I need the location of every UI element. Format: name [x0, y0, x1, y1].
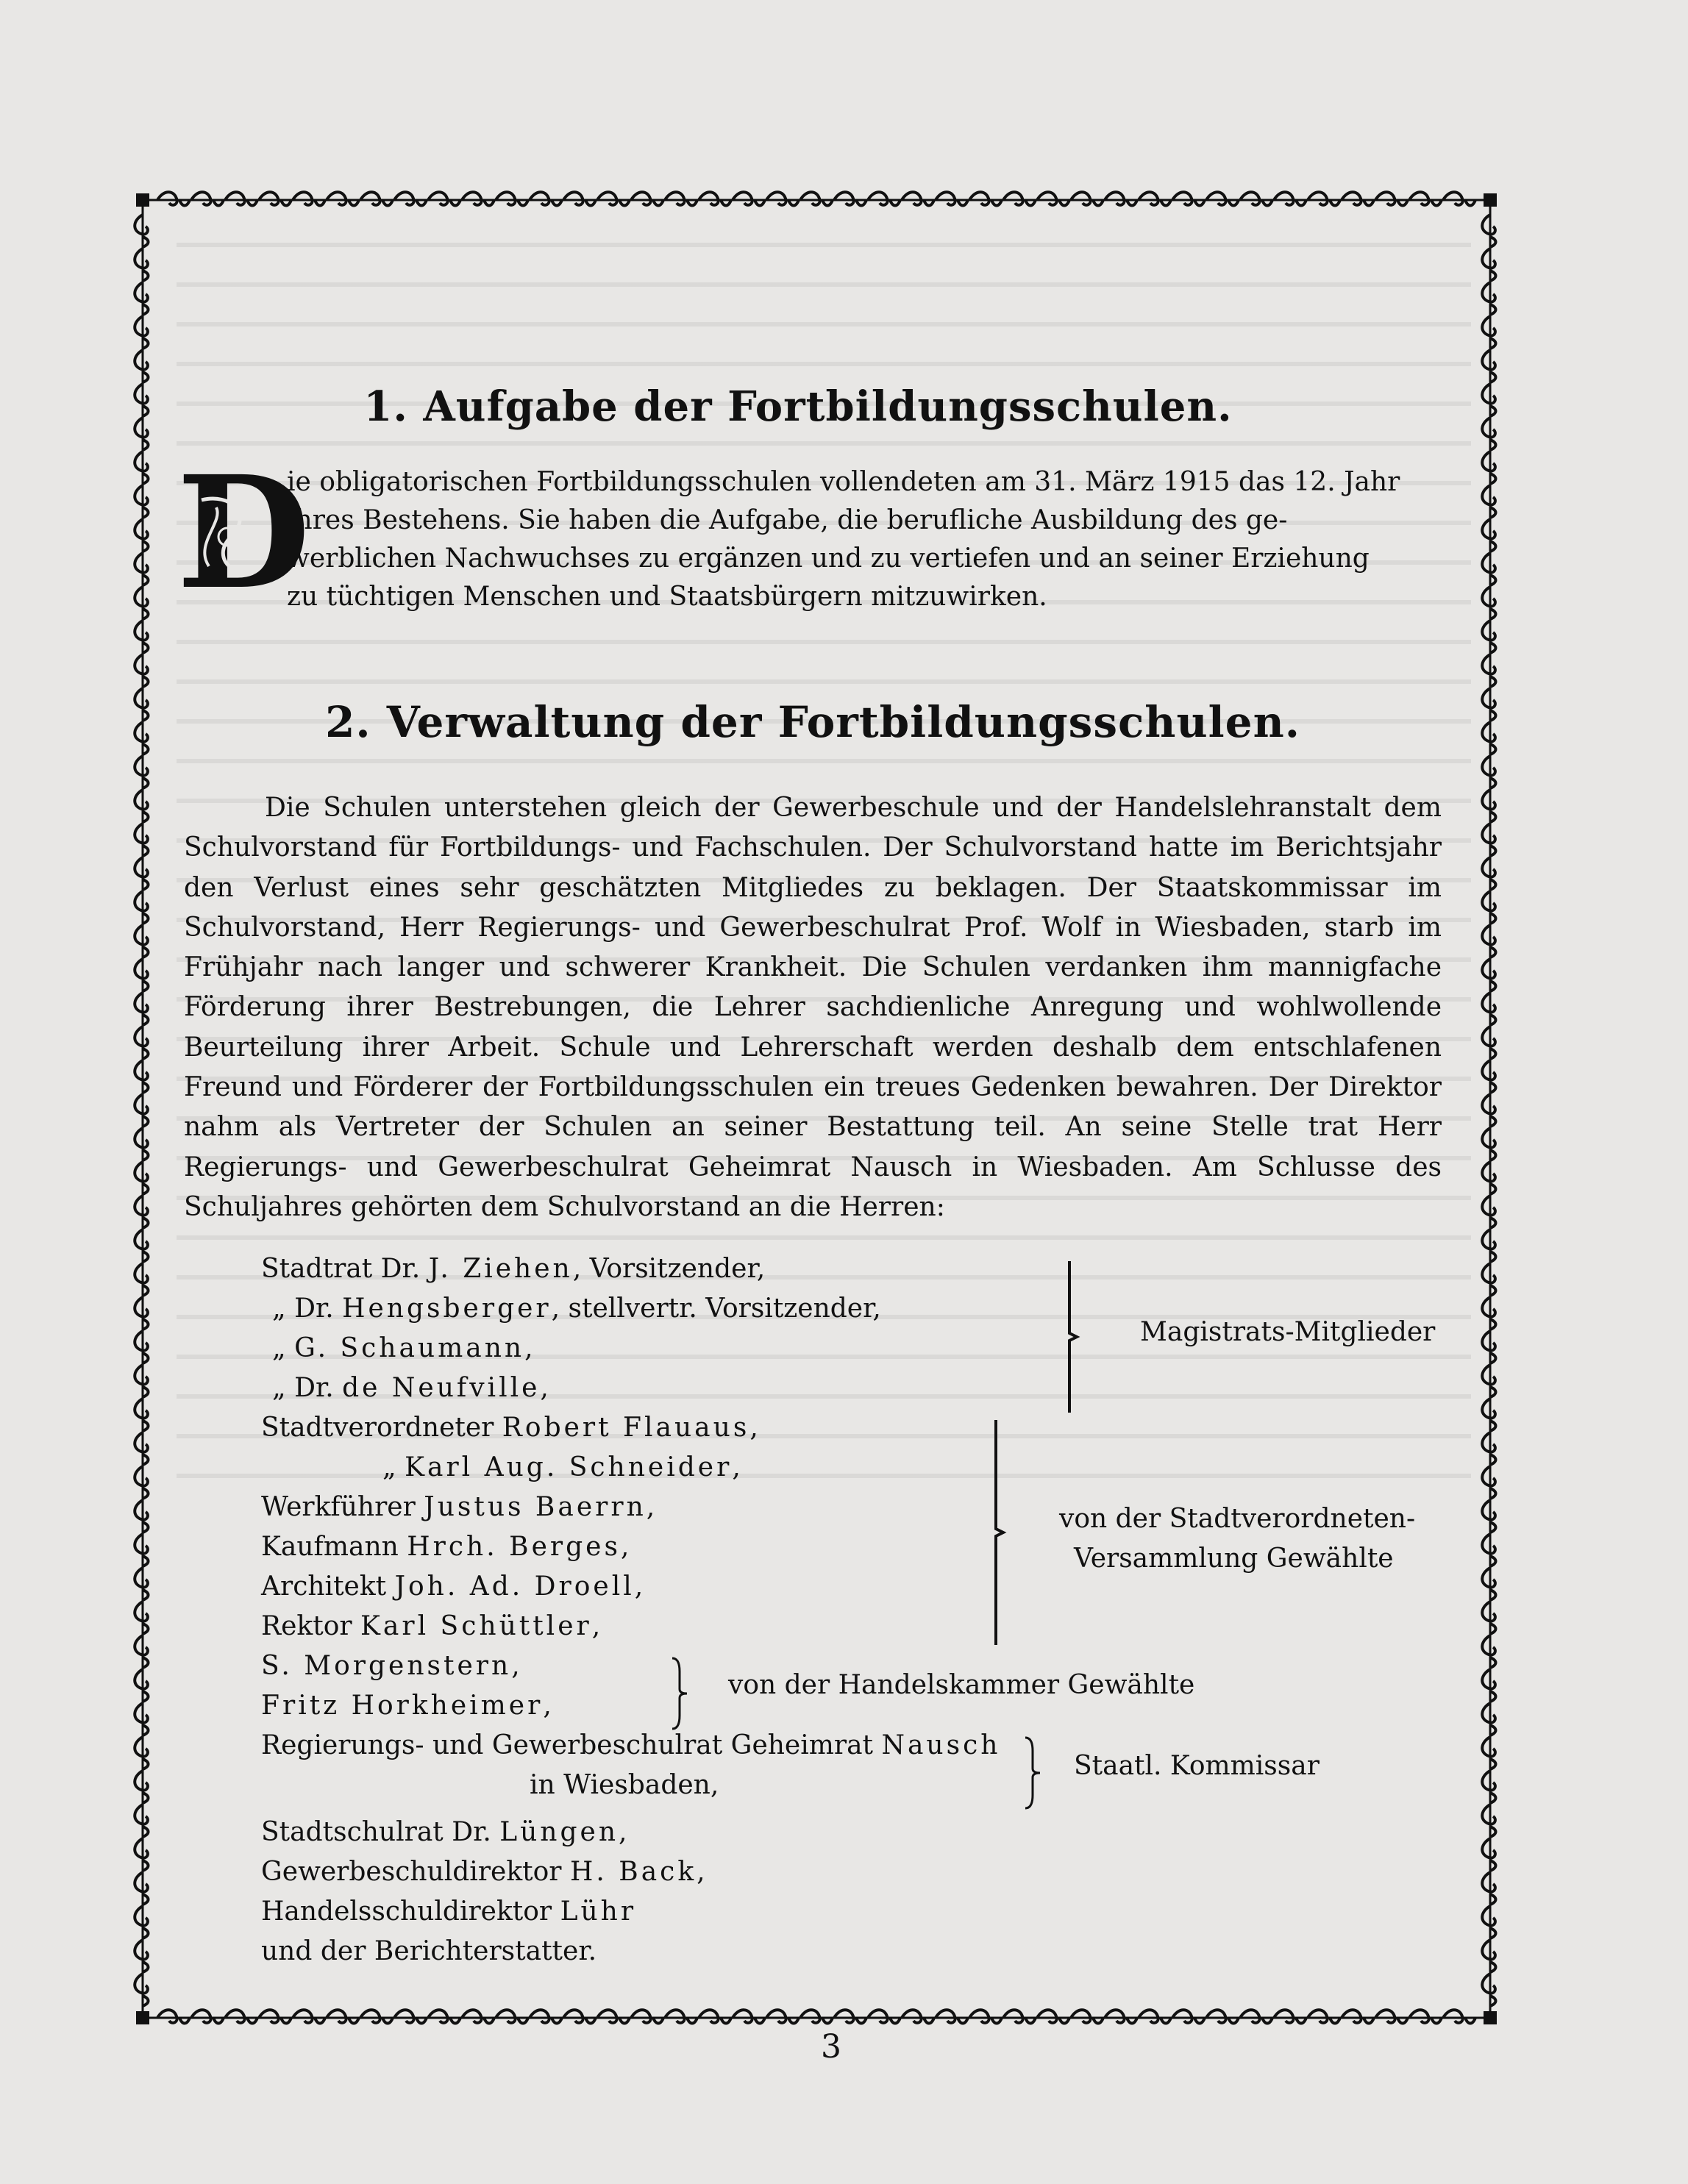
section2 — [184, 697, 1442, 1227]
section1-intro — [177, 442, 1442, 624]
handelskammer-brace-icon — [669, 1657, 691, 1730]
intro-line-4: zu tüchtigen Menschen und Staatsbürgern mitzuwirken. — [287, 582, 1047, 612]
intro-line-3: werblichen Nachwuchses zu ergänzen und zu vertiefen und an seiner Erziehung — [287, 543, 1370, 574]
dropcap-ornament-icon — [187, 485, 268, 588]
dropcap-initial — [169, 442, 311, 624]
magistrat-label: Magistrats-Mitglieder — [1140, 1317, 1436, 1348]
member-line: Stadtschulrat Dr. Lüngen, — [261, 1817, 627, 1848]
member-line: „ Dr. de Neufville, — [272, 1373, 549, 1404]
member-line: Regierungs- und Gewerbeschulrat Geheimrat Nausch — [261, 1730, 1001, 1761]
member-line: Handelsschuldirektor Lühr — [261, 1896, 637, 1927]
stadtverordnete-label-1: von der Stadtverordneten- — [1059, 1504, 1416, 1535]
member-line: „ G. Schaumann, — [272, 1333, 533, 1364]
stadtverordnete-brace-icon — [993, 1418, 1022, 1646]
member-line: Rektor Karl Schüttler, — [261, 1611, 601, 1642]
stadtverordnete-label-2: Versammlung Gewählte — [1074, 1544, 1394, 1574]
page-content — [177, 382, 1442, 1982]
member-line: Fritz Horkheimer, — [261, 1691, 552, 1721]
page-number: 3 — [821, 2028, 841, 2066]
section2-paragraph: Die Schulen unterstehen gleich der Gewerbeschule und der Handelslehranstalt dem Schulvorstand für Fortbildungs- und Fachschulen. Der Schulvorstand hatte im Berichtsjahr den Verlust eines sehr geschätzten Mitgliedes zu beklagen. Der Staatskommissar im Schulvorstand, Herr Regierungs- und Gewerbeschulrat Prof. Wolf in Wiesbaden, starb im Frühjahr nach langer und schwerer Krankheit. Die Schulen verdanken ihm mannigfache Förderung ihrer Bestrebungen, die Lehrer sachdienliche Anregung und wohlwollende Beurteilung ihrer Arbeit. Schule und Lehrerschaft werden deshalb dem entschlafenen Freund und Förderer der Fortbildungsschulen ein treues Gedenken bewahren. Der Direktor nahm als Vertreter der Schulen an seiner Bestattung teil. An seine Stelle trat Herr Regierungs- und Gewerbeschulrat Geheimrat Nausch in Wiesbaden. Am Schlusse des Schuljahres gehörten dem Schulvorstand an die Herren: — [184, 793, 1442, 1222]
member-line: Kaufmann Hrch. Berges, — [261, 1532, 630, 1563]
section1-heading: 1. Aufgabe der Fortbildungsschulen. — [363, 382, 1233, 431]
member-line: „ Karl Aug. Schneider, — [382, 1452, 741, 1483]
member-line: in Wiesbaden, — [530, 1770, 719, 1801]
member-line-closing: und der Berichterstatter. — [261, 1936, 597, 1967]
intro-line-2: ihres Bestehens. Sie haben die Aufgabe, die berufliche Ausbildung des ge- — [287, 505, 1288, 535]
member-line: Architekt Joh. Ad. Droell, — [261, 1571, 644, 1602]
kommissar-label: Staatl. Kommissar — [1074, 1751, 1320, 1782]
member-line: „ Dr. Hengsberger, stellvertr. Vorsitzender, — [272, 1293, 881, 1324]
dropcap-letter: D — [177, 442, 311, 624]
members-list — [184, 1254, 1442, 1982]
intro-line-1: ie obligatorischen Fortbildungsschulen vollendeten am 31. März 1915 das 12. Jahr — [287, 467, 1400, 497]
member-line: Werkführer Justus Baerrn, — [261, 1492, 655, 1523]
member-line: Stadtverordneter Robert Flauaus, — [261, 1413, 758, 1443]
section2-heading: 2. Verwaltung der Fortbildungsschulen. — [325, 697, 1300, 747]
member-line: S. Morgenstern, — [261, 1651, 520, 1682]
kommissar-brace-icon — [1022, 1736, 1044, 1810]
member-line: Gewerbeschuldirektor H. Back, — [261, 1857, 705, 1888]
magistrat-brace-icon — [1066, 1260, 1096, 1414]
handelskammer-label: von der Handelskammer Gewählte — [728, 1670, 1195, 1701]
member-line: Stadtrat Dr. J. Ziehen, Vorsitzender, — [261, 1254, 766, 1285]
